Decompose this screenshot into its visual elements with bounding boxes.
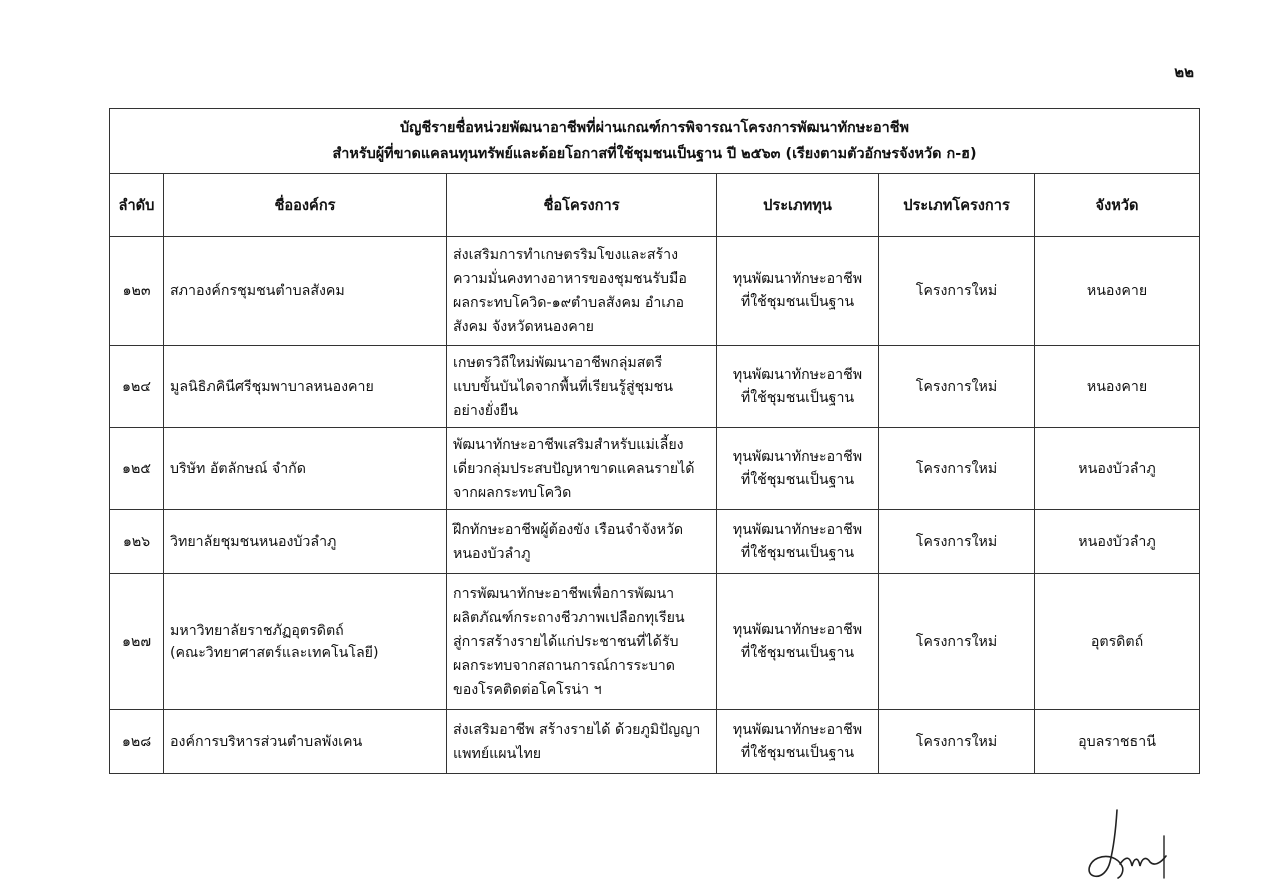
project-cell	[447, 574, 717, 710]
table-row	[110, 510, 1200, 574]
organization-line: มหาวิทยาลัยราชภัฏอุตรดิตถ์	[170, 622, 344, 639]
project-type-cell: โครงการใหม่	[879, 346, 1035, 428]
project-line: แพทย์แผนไทย	[453, 745, 542, 762]
organization-cell	[164, 428, 447, 510]
header-project-type: ประเภทโครงการ	[879, 174, 1035, 237]
beneficiary-table	[109, 108, 1200, 774]
table-title-row	[110, 109, 1200, 174]
project-line: เกษตรวิถีใหม่พัฒนาอาชีพกลุ่มสตรี	[453, 354, 663, 371]
project-line: ส่งเสริมการทำเกษตรริมโขงและสร้าง	[453, 247, 679, 263]
organization-cell	[164, 574, 447, 710]
organization-line: มูลนิธิภคินีศรีชุมพาบาลหนองคาย	[170, 378, 374, 395]
project-line: อย่างยั่งยืน	[453, 402, 518, 419]
project-line: จากผลกระทบโควิด	[453, 484, 572, 501]
fund-type-line: ทุนพัฒนาทักษะอาชีพ	[732, 521, 863, 538]
project-cell	[447, 428, 717, 510]
organization-line: องค์การบริหารส่วนตำบลพังเคน	[170, 733, 363, 750]
fund-type-cell	[717, 346, 879, 428]
project-cell	[447, 510, 717, 574]
header-project: ชื่อโครงการ	[447, 174, 717, 237]
fund-type-line: ทุนพัฒนาทักษะอาชีพ	[732, 448, 863, 465]
project-type-cell: โครงการใหม่	[879, 510, 1035, 574]
row-number: ๑๒๓	[110, 237, 164, 346]
province-cell: หนองบัวลำภู	[1035, 428, 1200, 510]
province-cell: อุบลราชธานี	[1035, 710, 1200, 774]
table-title	[110, 109, 1200, 174]
header-no: ลำดับ	[110, 174, 164, 237]
header-province: จังหวัด	[1035, 174, 1200, 237]
project-line: ส่งเสริมอาชีพ สร้างรายได้ ด้วยภูมิปัญญา	[453, 721, 701, 738]
project-type-cell: โครงการใหม่	[879, 710, 1035, 774]
province-cell: หนองบัวลำภู	[1035, 510, 1200, 574]
project-cell	[447, 710, 717, 774]
header-organization: ชื่อองค์กร	[164, 174, 447, 237]
organization-line: (คณะวิทยาศาสตร์และเทคโนโลยี)	[170, 644, 379, 661]
fund-type-line: ทุนพัฒนาทักษะอาชีพ	[732, 366, 863, 383]
title-line-1: บัญชีรายชื่อหน่วยพัฒนาอาชีพที่ผ่านเกณฑ์การพิจารณาโครงการพัฒนาทักษะอาชีพ	[400, 120, 909, 136]
project-line: สู่การสร้างรายได้แก่ประชาชนที่ได้รับ	[453, 633, 679, 650]
page-number: ๒๒	[1174, 63, 1194, 81]
organization-cell	[164, 710, 447, 774]
row-number: ๑๒๘	[110, 710, 164, 774]
project-line: สังคม จังหวัดหนองคาย	[453, 319, 594, 335]
organization-cell	[164, 346, 447, 428]
table-header-row	[110, 174, 1200, 237]
project-line: การพัฒนาทักษะอาชีพเพื่อการพัฒนา	[453, 585, 675, 602]
province-cell: หนองคาย	[1035, 237, 1200, 346]
fund-type-line: ที่ใช้ชุมชนเป็นฐาน	[740, 389, 855, 406]
project-line: เดี่ยวกลุ่มประสบปัญหาขาดแคลนรายได้	[453, 460, 695, 477]
title-line-2: สำหรับผู้ที่ขาดแคลนทุนทรัพย์และด้อยโอกาสที่ใช้ชุมชนเป็นฐาน ปี ๒๕๖๓ (เรียงตามตัวอักษรจังหวัด ก-ฮ)	[332, 146, 977, 162]
project-line: แบบขั้นบันไดจากพื้นที่เรียนรู้สู่ชุมชน	[453, 378, 673, 395]
table-row	[110, 428, 1200, 510]
organization-line: สภาองค์กรชุมชนตำบลสังคม	[170, 283, 345, 299]
project-line: ผลิตภัณฑ์กระถางชีวภาพเปลือกทุเรียน	[453, 609, 685, 626]
project-line: หนองบัวลำภู	[453, 545, 531, 562]
fund-type-cell	[717, 574, 879, 710]
fund-type-line: ทุนพัฒนาทักษะอาชีพ	[732, 271, 863, 287]
fund-type-line: ทุนพัฒนาทักษะอาชีพ	[732, 621, 863, 638]
fund-type-cell	[717, 237, 879, 346]
table-row	[110, 237, 1200, 346]
organization-cell	[164, 510, 447, 574]
table-row	[110, 574, 1200, 710]
row-number: ๑๒๕	[110, 428, 164, 510]
fund-type-line: ที่ใช้ชุมชนเป็นฐาน	[740, 471, 855, 488]
fund-type-line: ที่ใช้ชุมชนเป็นฐาน	[740, 644, 855, 661]
project-line: ความมั่นคงทางอาหารของชุมชนรับมือ	[453, 271, 687, 287]
organization-line: วิทยาลัยชุมชนหนองบัวลำภู	[170, 533, 337, 550]
row-number: ๑๒๔	[110, 346, 164, 428]
signature	[1080, 806, 1180, 886]
fund-type-line: ที่ใช้ชุมชนเป็นฐาน	[740, 544, 855, 561]
project-cell	[447, 237, 717, 346]
fund-type-cell	[717, 428, 879, 510]
fund-type-line: ทุนพัฒนาทักษะอาชีพ	[732, 721, 863, 738]
organization-line: บริษัท อัตลักษณ์ จำกัด	[170, 460, 306, 477]
project-line: ฝึกทักษะอาชีพผู้ต้องขัง เรือนจำจังหวัด	[453, 521, 684, 538]
project-line: พัฒนาทักษะอาชีพเสริมสำหรับแม่เลี้ยง	[453, 436, 684, 453]
table-row	[110, 346, 1200, 428]
fund-type-line: ที่ใช้ชุมชนเป็นฐาน	[740, 744, 855, 761]
province-cell: อุตรดิตถ์	[1035, 574, 1200, 710]
province-cell: หนองคาย	[1035, 346, 1200, 428]
header-fund-type: ประเภททุน	[717, 174, 879, 237]
fund-type-line: ที่ใช้ชุมชนเป็นฐาน	[740, 294, 855, 310]
project-line: ของโรคติดต่อโคโรน่า ฯ	[453, 681, 602, 698]
project-type-cell: โครงการใหม่	[879, 428, 1035, 510]
project-cell	[447, 346, 717, 428]
project-type-cell: โครงการใหม่	[879, 574, 1035, 710]
project-line: ผลกระทบจากสถานการณ์การระบาด	[453, 657, 675, 674]
row-number: ๑๒๖	[110, 510, 164, 574]
table-row	[110, 710, 1200, 774]
project-line: ผลกระทบโควิด-๑๙ตำบลสังคม อำเภอ	[453, 295, 685, 311]
fund-type-cell	[717, 710, 879, 774]
row-number: ๑๒๗	[110, 574, 164, 710]
organization-cell	[164, 237, 447, 346]
fund-type-cell	[717, 510, 879, 574]
project-type-cell: โครงการใหม่	[879, 237, 1035, 346]
